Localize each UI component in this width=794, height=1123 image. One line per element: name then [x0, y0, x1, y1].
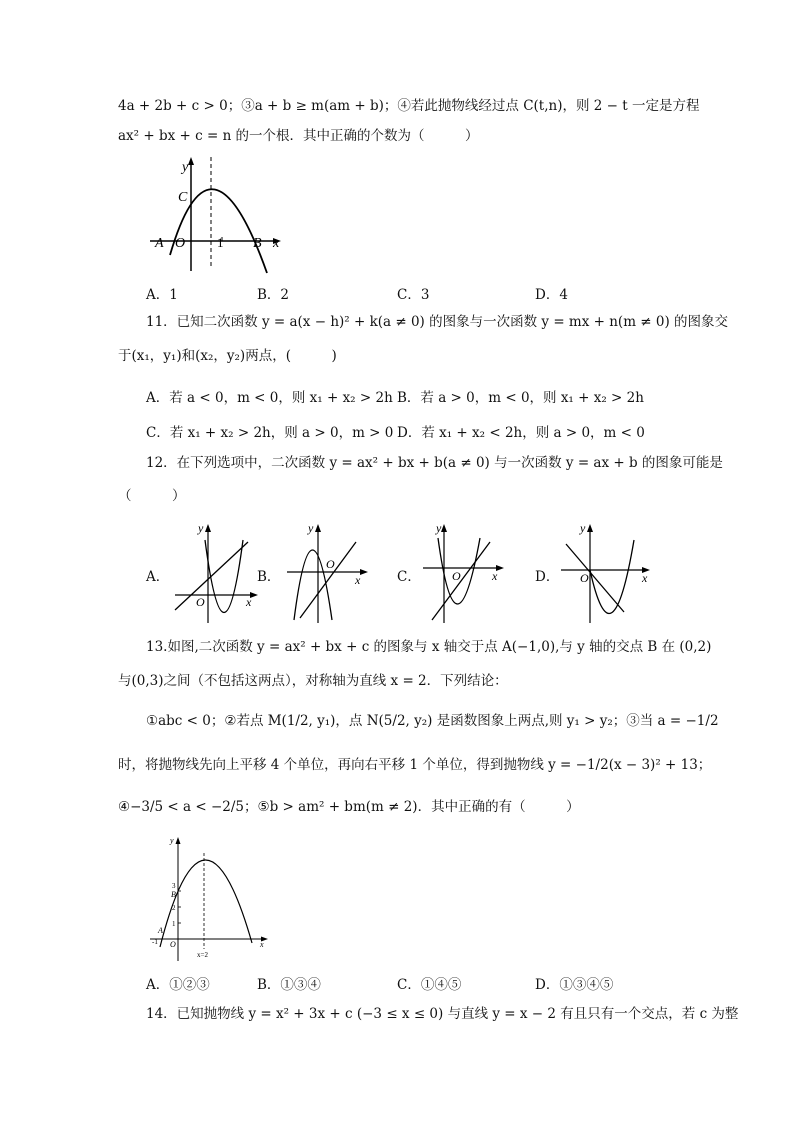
q13-option-a: A．①②③ — [146, 977, 210, 993]
q13-graph-neg1-label: -1 — [152, 938, 158, 946]
q11-option-d: D．若 x₁ + x₂ < 2h，则 a > 0，m < 0 — [397, 425, 645, 441]
q12-d-y-label: y — [580, 521, 586, 535]
q13-option-b: B．①③④ — [257, 977, 321, 993]
q12-text-line2: （ ） — [118, 488, 186, 504]
q12-text-line1: 12．在下列选项中，二次函数 y = ax² + bx + b(a ≠ 0) 与一次函数 y = ax + b 的图象可能是 — [146, 455, 723, 471]
q13-option-d: D．①③④⑤ — [535, 977, 614, 993]
q13-text-line1: 13.如图,二次函数 y = ax² + bx + c 的图象与 x 轴交于点 A(−1,0),与 y 轴的交点 B 在 (0,2) — [146, 639, 712, 655]
q10-option-b: B．2 — [257, 287, 290, 303]
q11-option-a: A．若 a < 0，m < 0，则 x₁ + x₂ > 2h — [146, 390, 393, 406]
q11-option-b: B．若 a > 0，m < 0，则 x₁ + x₂ > 2h — [397, 390, 644, 406]
q13-parabola-graph — [148, 835, 273, 965]
q12-graph-d-label: D． — [535, 569, 560, 585]
q10-text-line1: 4a + 2b + c > 0；③a + b ≥ m(am + b)；④若此抛物线经过点 C(t,n)，则 2 − t 一定是方程 — [118, 98, 700, 114]
q12-a-x-label: x — [246, 595, 252, 609]
q10-graph-1-label: 1 — [217, 235, 224, 250]
q10-graph-O-label: O — [175, 236, 186, 251]
q12-graph-b-label: B． — [257, 569, 281, 585]
q10-option-a: A．1 — [146, 287, 178, 303]
q13-graph-x-label: x — [260, 940, 264, 949]
q10-graph-C-label: C — [178, 190, 188, 205]
q12-graph-a-label: A． — [146, 569, 170, 585]
q12-a-y-label: y — [198, 521, 204, 535]
q10-text-line2: ax² + bx + c = n 的一个根．其中正确的个数为（ ） — [118, 128, 479, 144]
q12-b-o-label: O — [326, 557, 335, 571]
q14-text-line1: 14．已知抛物线 y = x² + 3x + c (−3 ≤ x ≤ 0) 与直线 y = x − 2 有且只有一个交点，若 c 为整 — [146, 1006, 739, 1022]
q13-text-line2: 与(0,3)之间（不包括这两点），对称轴为直线 x = 2．下列结论： — [118, 673, 508, 689]
q11-text-line2: 于(x₁，y₁)和(x₂，y₂)两点，( ) — [118, 348, 337, 364]
q13-graph-O-label: O — [170, 940, 176, 949]
q12-a-o-label: O — [196, 595, 205, 609]
q11-option-c: C．若 x₁ + x₂ > 2h，则 a > 0，m > 0 — [146, 425, 394, 441]
q13-graph-tick2: 2 — [172, 904, 176, 912]
q10-graph-A-label: A — [155, 236, 164, 251]
q12-graph-d — [558, 520, 658, 625]
q13-graph-axis-label: x=2 — [197, 951, 208, 959]
q12-c-y-label: y — [436, 521, 442, 535]
q12-graph-c — [420, 520, 510, 625]
q10-graph-x-label: x — [273, 236, 280, 251]
q12-graph-b — [282, 520, 372, 625]
q10-option-d: D．4 — [535, 287, 568, 303]
q10-graph-B-label: B — [253, 236, 262, 251]
q12-c-x-label: x — [492, 569, 498, 583]
q10-graph-y-label: y — [182, 160, 189, 175]
q12-d-x-label: x — [642, 571, 648, 585]
q12-graph-a — [170, 520, 260, 625]
q13-option-c: C．①④⑤ — [397, 977, 462, 993]
q13-graph-A-label: A — [158, 926, 163, 935]
q13-text-line4: 时，将抛物线先向上平移 4 个单位，再向右平移 1 个单位，得到抛物线 y = −1/2(x − 3)² + 13； — [118, 757, 712, 773]
q13-graph-tick1: 1 — [172, 920, 176, 928]
q13-text-line5: ④−3/5 < a < −2/5；⑤b > am² + bm(m ≠ 2)．其中正确的有（ ） — [118, 799, 580, 815]
q11-text-line1: 11．已知二次函数 y = a(x − h)² + k(a ≠ 0) 的图象与一次函数 y = mx + n(m ≠ 0) 的图象交 — [146, 314, 729, 330]
q10-parabola-graph — [145, 155, 295, 275]
q12-d-o-label: O — [580, 571, 589, 585]
q12-c-o-label: O — [452, 569, 461, 583]
q13-graph-y-label: y — [170, 836, 174, 845]
q12-b-x-label: x — [355, 573, 361, 587]
q13-text-line3: ①abc < 0；②若点 M(1/2, y₁)，点 N(5/2, y₂) 是函数图象上两点,则 y₁ > y₂；③当 a = −1/2 — [146, 713, 719, 729]
q12-b-y-label: y — [308, 521, 314, 535]
q13-graph-B-label: B — [171, 890, 176, 899]
q13-graph-tick3: 3 — [172, 882, 176, 890]
q12-graph-c-label: C． — [397, 569, 421, 585]
q10-option-c: C．3 — [397, 287, 430, 303]
